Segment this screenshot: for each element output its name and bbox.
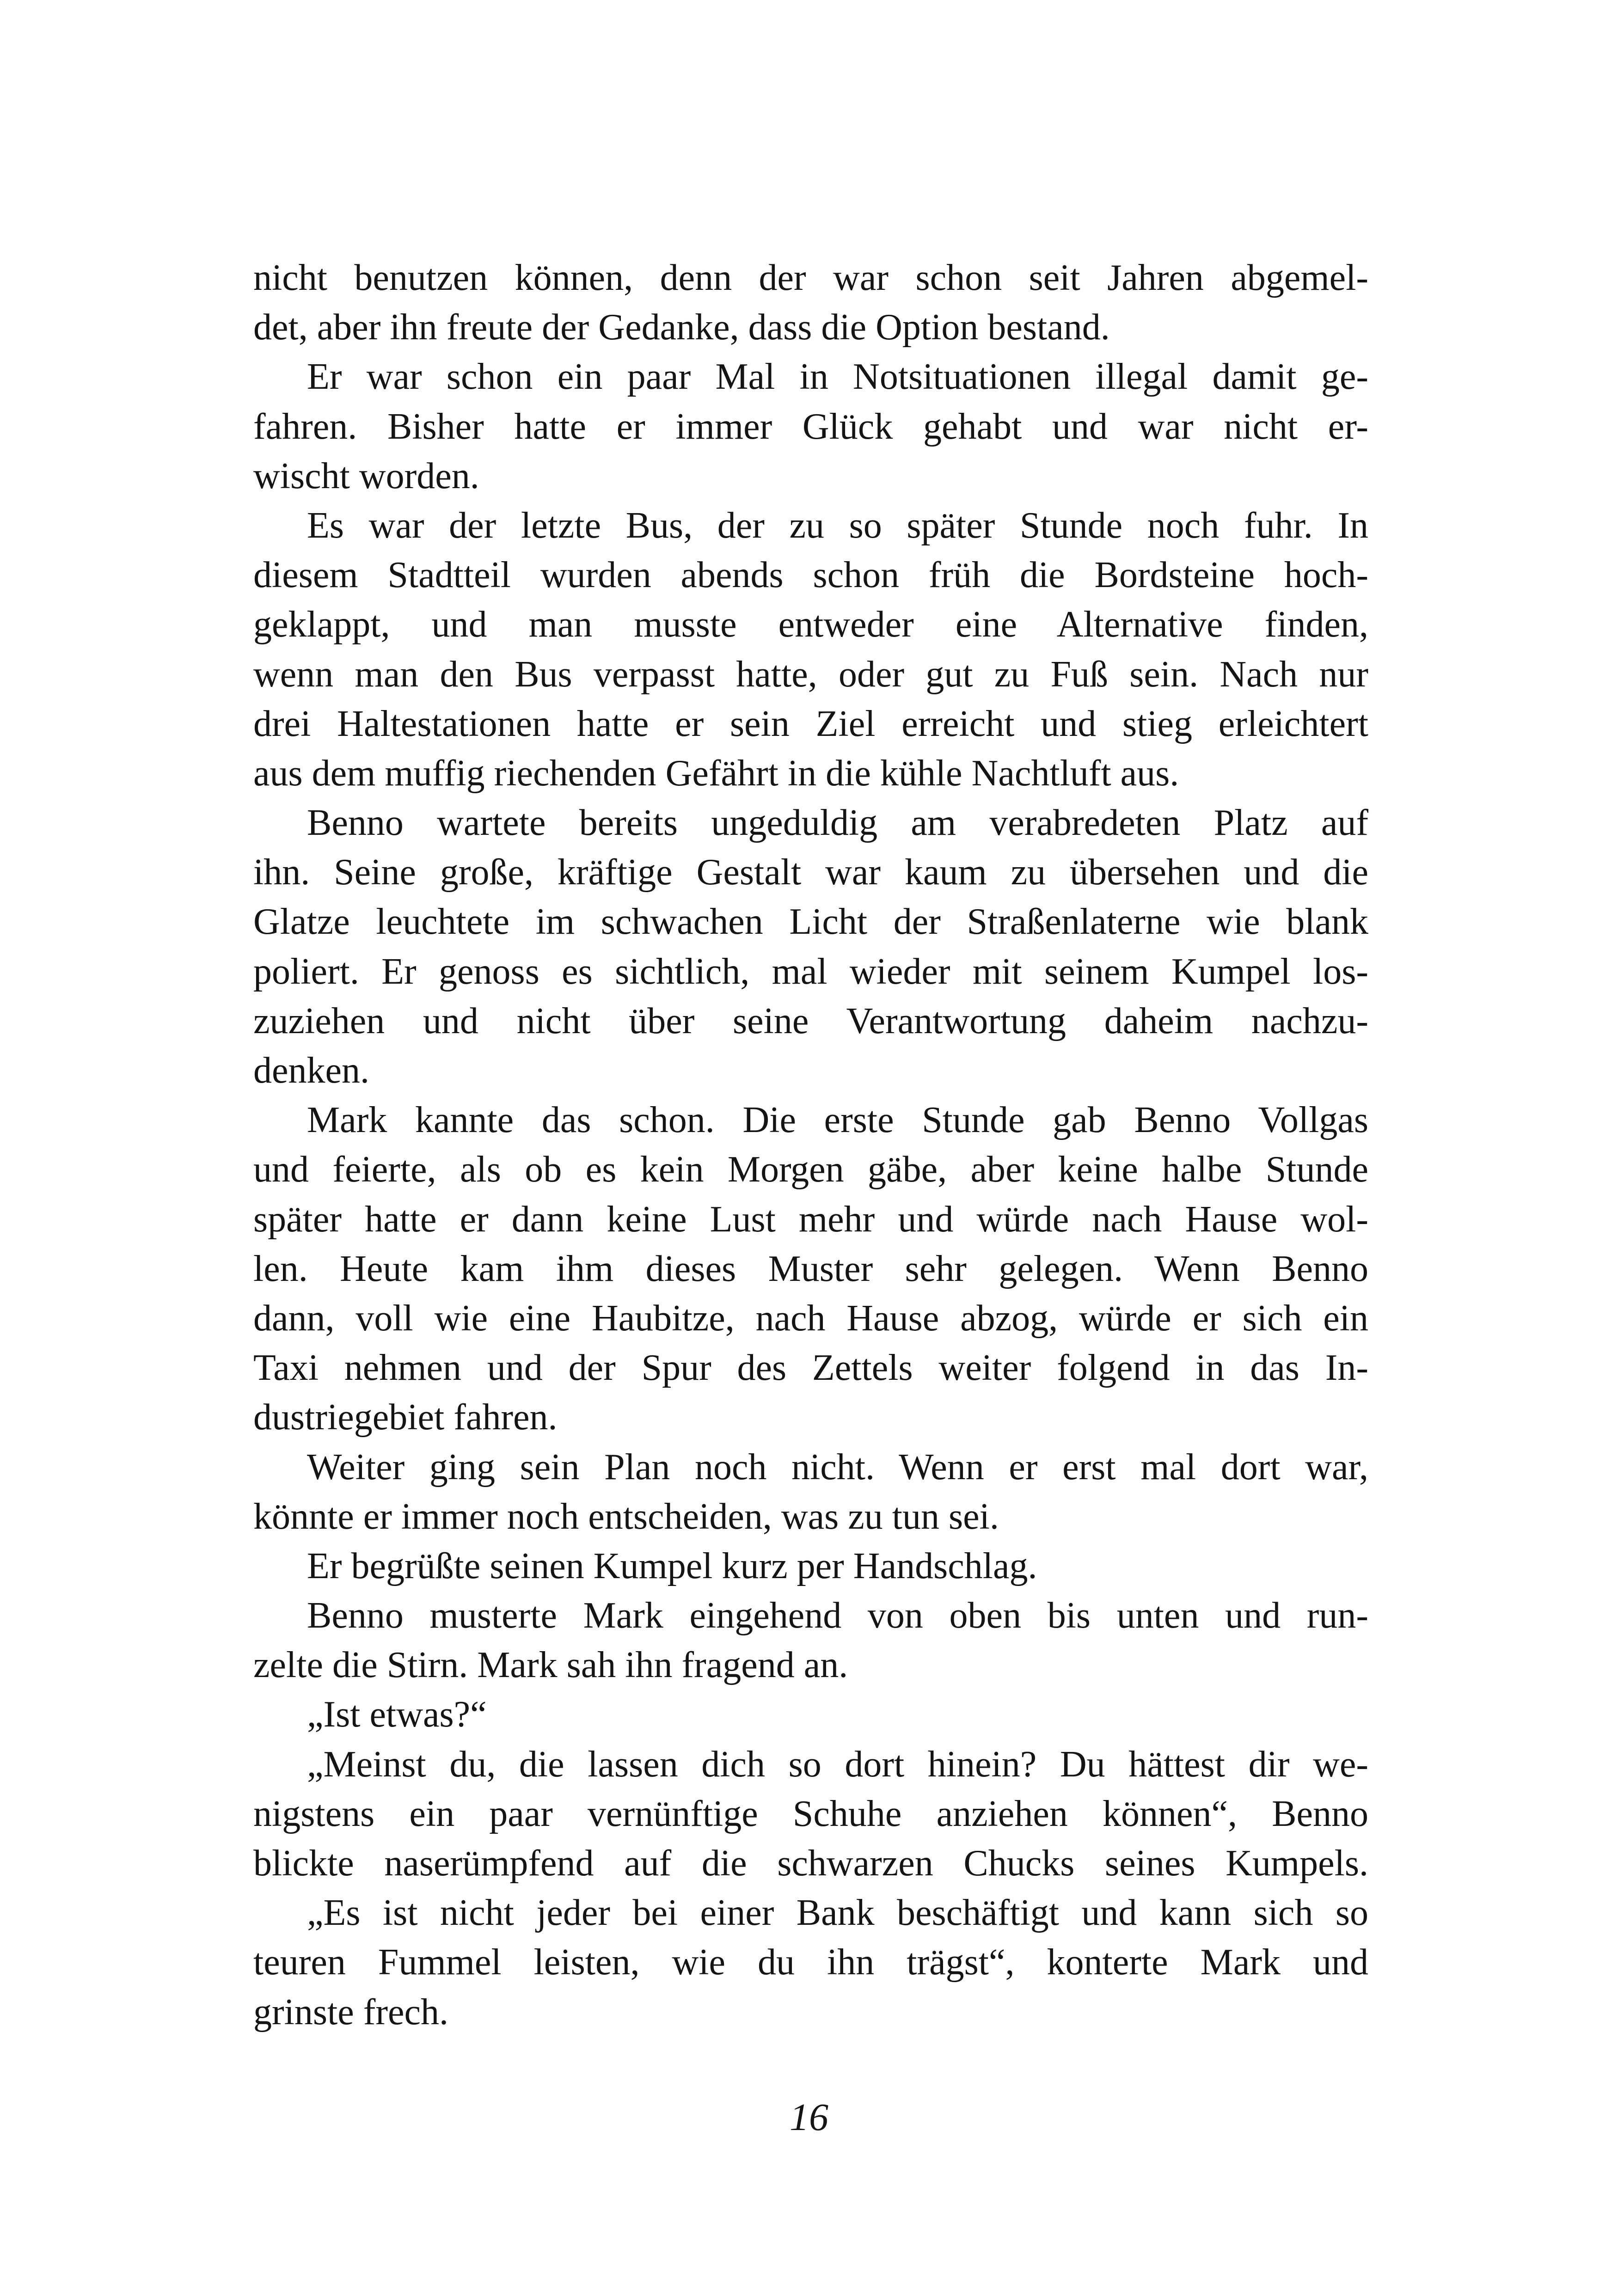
text-line: dustriegebiet fahren.	[253, 1397, 558, 1438]
text-line: und feierte, als ob es kein Morgen gäbe, aber keine halbe Stunde	[253, 1149, 1368, 1190]
page-number: 16	[790, 2096, 828, 2139]
text-line: könnte er immer noch entscheiden, was zu tun sei.	[253, 1496, 999, 1537]
text-line: Weiter ging sein Plan noch nicht. Wenn er erst mal dort war,	[307, 1446, 1368, 1488]
text-line: geklappt, und man musste entweder eine Alternative finden,	[253, 604, 1368, 645]
text-line: zelte die Stirn. Mark sah ihn fragend an.	[253, 1645, 848, 1686]
text-line: zuziehen und nicht über seine Verantwortung daheim nachzu-	[253, 1000, 1368, 1041]
text-line: wenn man den Bus verpasst hatte, oder gut zu Fuß sein. Nach nur	[253, 654, 1368, 695]
text-line: „Meinst du, die lassen dich so dort hinein? Du hättest dir we-	[307, 1744, 1368, 1785]
text-line: später hatte er dann keine Lust mehr und würde nach Hause wol-	[253, 1199, 1368, 1240]
text-line: det, aber ihn freute der Gedanke, dass die Option bestand.	[253, 307, 1110, 348]
body-text	[253, 253, 1368, 2037]
text-line: „Es ist nicht jeder bei einer Bank beschäftigt und kann sich so	[307, 1892, 1368, 1934]
text-line: Es war der letzte Bus, der zu so später Stunde noch fuhr. In	[307, 505, 1368, 546]
text-line: dann, voll wie eine Haubitze, nach Hause abzog, würde er sich ein	[253, 1298, 1368, 1339]
text-line: Taxi nehmen und der Spur des Zettels weiter folgend in das In-	[253, 1347, 1368, 1389]
text-line: Glatze leuchtete im schwachen Licht der Straßenlaterne wie blank	[253, 901, 1368, 943]
text-line: Benno wartete bereits ungeduldig am verabredeten Platz auf	[307, 802, 1368, 844]
text-line: aus dem muffig riechenden Gefährt in die kühle Nachtluft aus.	[253, 753, 1179, 794]
text-line: len. Heute kam ihm dieses Muster sehr gelegen. Wenn Benno	[253, 1248, 1368, 1289]
text-line: drei Haltestationen hatte er sein Ziel erreicht und stieg erleichtert	[253, 703, 1368, 744]
text-line: Er begrüßte seinen Kumpel kurz per Handschlag.	[307, 1545, 1037, 1586]
text-line: Benno musterte Mark eingehend von oben bis unten und run-	[307, 1595, 1368, 1636]
text-line: diesem Stadtteil wurden abends schon früh die Bordsteine hoch-	[253, 555, 1368, 596]
text-line: denken.	[253, 1050, 370, 1091]
text-line: Mark kannte das schon. Die erste Stunde gab Benno Vollgas	[307, 1100, 1368, 1141]
text-line: fahren. Bisher hatte er immer Glück gehabt und war nicht er-	[253, 406, 1368, 447]
text-line: poliert. Er genoss es sichtlich, mal wieder mit seinem Kumpel los-	[253, 951, 1368, 992]
text-line: Er war schon ein paar Mal in Notsituationen illegal damit ge-	[307, 356, 1368, 398]
text-line: wischt worden.	[253, 455, 479, 496]
text-line: blickte naserümpfend auf die schwarzen Chucks seines Kumpels.	[253, 1843, 1368, 1884]
text-line: teuren Fummel leisten, wie du ihn trägst“, konterte Mark und	[253, 1942, 1368, 1983]
text-line: „Ist etwas?“	[307, 1694, 487, 1735]
text-line: ihn. Seine große, kräftige Gestalt war kaum zu übersehen und die	[253, 852, 1368, 893]
text-line: grinste frech.	[253, 1991, 449, 2033]
text-line: nicht benutzen können, denn der war schon seit Jahren abgemel-	[253, 257, 1368, 298]
text-line: nigstens ein paar vernünftige Schuhe anziehen können“, Benno	[253, 1793, 1368, 1834]
